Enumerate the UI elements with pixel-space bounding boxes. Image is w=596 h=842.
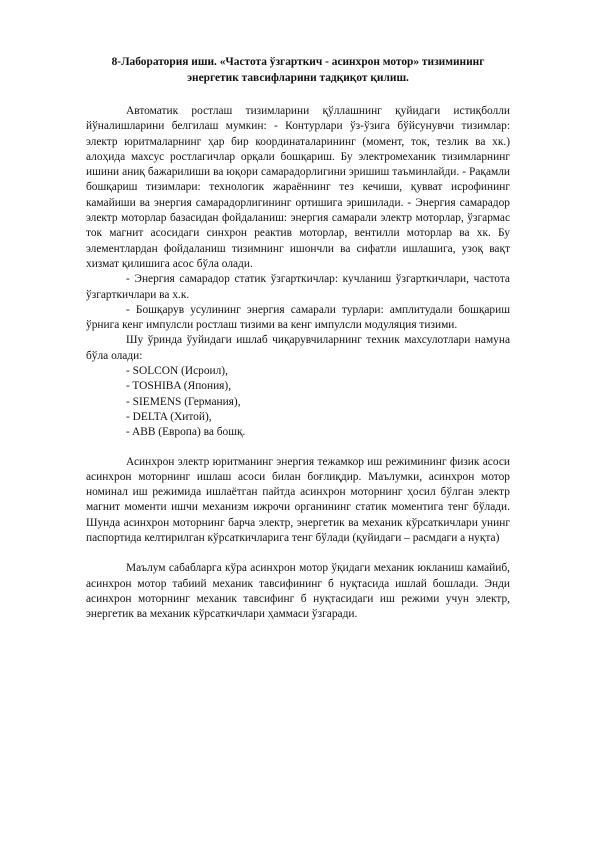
paragraph-intro: Автоматик ростлаш тизимларини қўллашнинг қуйидаги истиқболли йўналишларини белгилаш мумкин: - Контурлари ўз-ўзига бўйсунувчи тизимлар: электр юритмаларнинг ҳар бир координаталарининг (момент, ток, тезлик ва хк.) алоҳида махсус ростлагичлар орқали бошқариш. Бу электромеханик тизимларнинг ишини аниқ бажарилиши ва юқори самарадорлигини эришиш таъминлайди. - Рақамли бошқариш тизимлари: технологик жараённинг тез кечиши, қувват исрофининг камайиши ва энергия самарадорлигининг ортишига эришилади. - Энергия самарадор электр моторлар базасидан фойдаланиш: энергия самарали электр моторлар, ўзгармас ток магнит асосидаги синхрон реактив моторлар, вентилли моторлар ва хк. Бу элементлардан фойдаланиш тизимнинг ишончли ва сифатли ишлашига, узоқ вақт хизмат қилишига асос бўла олади. bbox=[86, 105, 510, 270]
list-item: - DELTA (Хитой), bbox=[126, 410, 212, 423]
list-item: - ABB (Европа) ва бошқ. bbox=[126, 426, 246, 439]
paragraph-load-reduction: Маълум сабабларга кўра асинхрон мотор ўқидаги механик юкланиш камайиб, асинхрон мотор табиий механик тавсифининг б нуқтасида ишлай бошлади. Энди асинхрон моторнинг механик тавсифинг б нуқтасидаги иш режими учун электр, энергетик ва механик кўрсаткичлари ҳаммаси ўзгаради. bbox=[86, 562, 510, 621]
title-line-2: энергетик тавсифларини тадқиқот қилиш. bbox=[187, 72, 409, 84]
list-item: - SIEMENS (Германия), bbox=[126, 395, 241, 408]
document-page bbox=[86, 54, 510, 623]
paragraph-physical-basis: Асинхрон электр юритманинг энергия тежамкор иш режимининг физик асоси асинхрон моторнинг ишлаш асоси билан боғлиқдир. Маълумки, асинхрон мотор номинал иш режимида ишлаётган пайтда асинхрон моторнинг ҳосил бўлган электр магнит моменти ишчи механизм ижрочи органининг статик моментига тенг бўлади. Шунда асинхрон моторнинг барча электр, энергетик ва механик кўрсаткичлари унинг паспортида келтирилган кўрсаткичларига тенг бўлади (қуйидаги – расмдаги а нуқта) bbox=[86, 455, 510, 545]
spacer bbox=[86, 546, 510, 561]
document-title bbox=[86, 54, 510, 86]
paragraph-manufacturers-intro: Шу ўринда ўуйидаги ишлаб чиқарувчиларнинг техник махсулотлари намуна бўла олади: bbox=[86, 334, 510, 362]
list-item: - TOSHIBA (Япония), bbox=[126, 380, 232, 393]
title-line-1: 8-Лаборатория иши. «Частота ўзгарткич - асинхрон мотор» тизимининг bbox=[111, 56, 485, 68]
manufacturer-list bbox=[86, 364, 510, 440]
paragraph-static-converters: - Энергия самарадор статик ўзгарткичлар: кучланиш ўзгарткичлари, частота ўзгарткичлари ва х.к. bbox=[86, 273, 510, 301]
paragraph-control-methods: - Бошқарув усулининг энергия самарали турлари: амплитудали бошқариш ўрнига кенг импулсли ростлаш тизими ва кенг импулсли модуляция тизими. bbox=[86, 303, 510, 332]
spacer bbox=[86, 441, 510, 455]
list-item: - SOLCON (Исроил), bbox=[126, 365, 228, 378]
